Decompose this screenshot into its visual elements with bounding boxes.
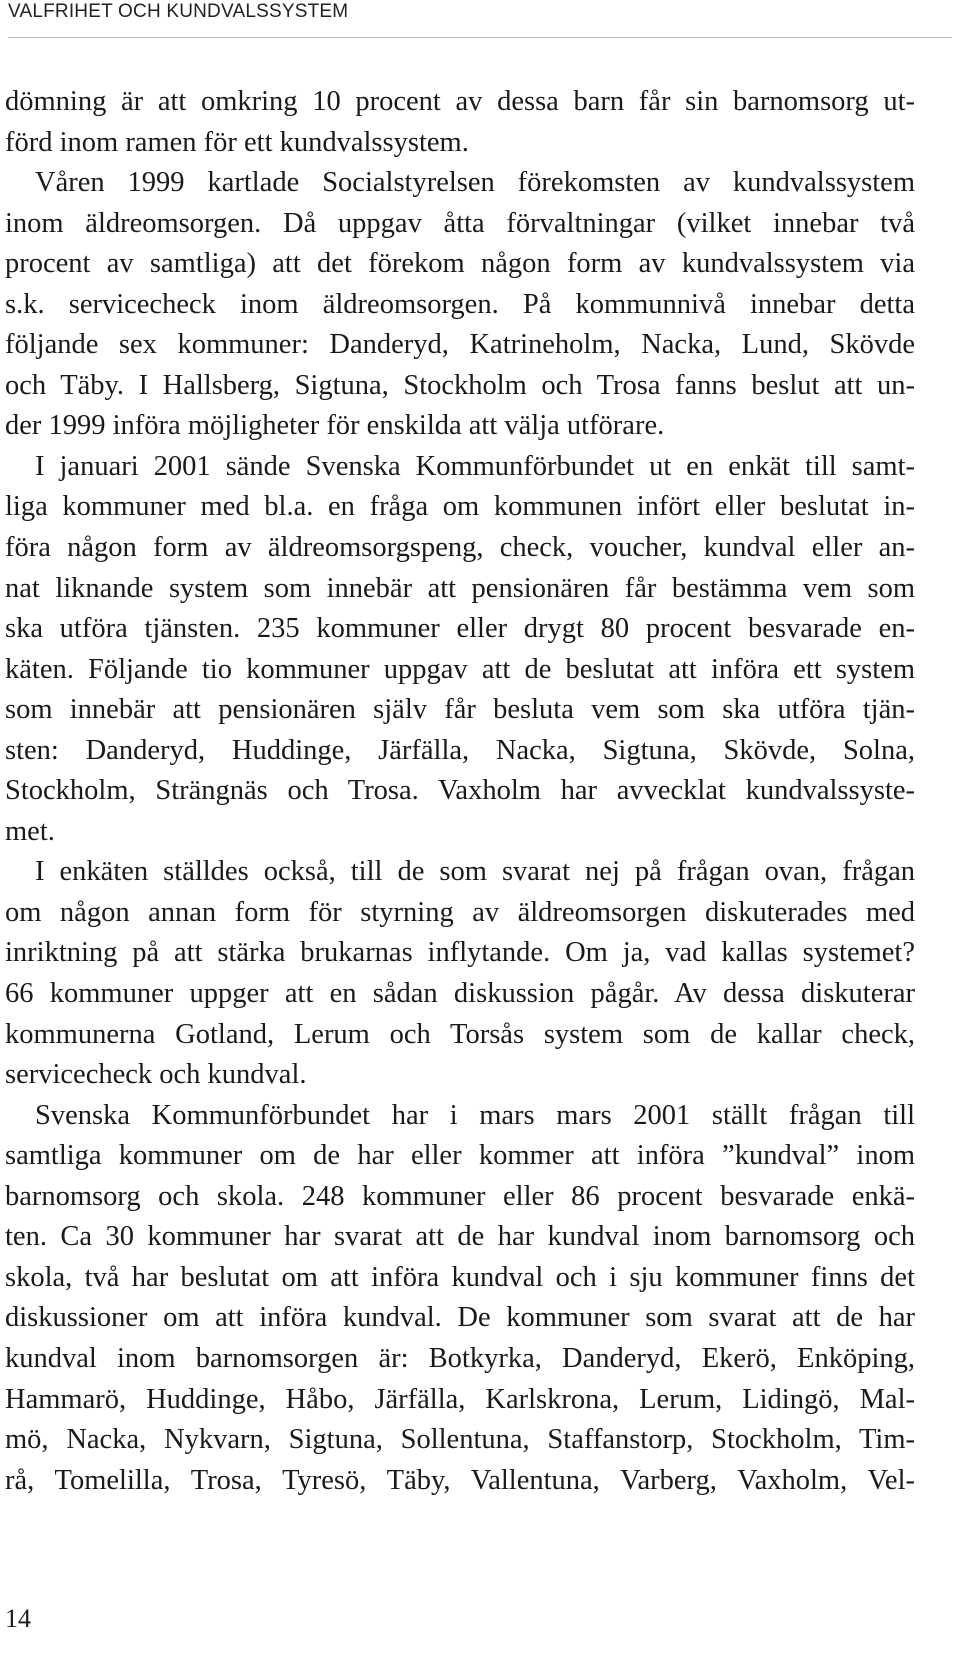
page-number: 14 bbox=[5, 1604, 31, 1633]
paragraph-first-line: Svenska Kommunförbundet har i mars mars 2001 ställt frågan till bbox=[35, 1099, 915, 1131]
text-line: liga kommuner med bl.a. en fråga om kommunen infört eller beslutat in- bbox=[5, 491, 915, 523]
text-line: ska utföra tjänsten. 235 kommuner eller drygt 80 procent besvarade en- bbox=[5, 613, 915, 645]
text-line: skola, två har beslutat om att införa kundval och i sju kommuner finns det bbox=[5, 1261, 915, 1293]
text-line: ten. Ca 30 kommuner har svarat att de har kundval inom barnomsorg och bbox=[5, 1221, 915, 1253]
text-line: dömning är att omkring 10 procent av dessa barn får sin barnomsorg ut- bbox=[5, 86, 915, 117]
text-line: met. bbox=[5, 815, 55, 847]
text-line: följande sex kommuner: Danderyd, Katrineholm, Nacka, Lund, Skövde bbox=[5, 329, 915, 361]
text-line: käten. Följande tio kommuner uppgav att de beslutat att införa ett system bbox=[5, 653, 915, 685]
text-line: nat liknande system som innebär att pensionären får bestämma vem som bbox=[5, 572, 915, 604]
text-line: 66 kommuner uppger att en sådan diskussion pågår. Av dessa diskuterar bbox=[5, 978, 915, 1010]
text-line: kommunerna Gotland, Lerum och Torsås system som de kallar check, bbox=[5, 1018, 915, 1050]
text-line: och Täby. I Hallsberg, Sigtuna, Stockholm och Trosa fanns beslut att un- bbox=[5, 369, 915, 401]
text-line: samtliga kommuner om de har eller kommer att införa ”kundval” inom bbox=[5, 1140, 915, 1172]
text-line: rå, Tomelilla, Trosa, Tyresö, Täby, Vallentuna, Varberg, Vaxholm, Vel- bbox=[5, 1464, 915, 1496]
text-line: mö, Nacka, Nykvarn, Sigtuna, Sollentuna, Staffanstorp, Stockholm, Tim- bbox=[5, 1424, 915, 1456]
text-line: om någon annan form för styrning av äldreomsorgen diskuterades med bbox=[5, 896, 915, 928]
text-line: förd inom ramen för ett kundvalssystem. bbox=[5, 126, 469, 158]
paragraph-first-line: I enkäten ställdes också, till de som svarat nej på frågan ovan, frågan bbox=[35, 856, 915, 888]
running-header: VALFRIHET OCH KUNDVALSSYSTEM bbox=[8, 1, 349, 22]
header-divider bbox=[8, 37, 952, 38]
text-line: inom äldreomsorgen. Då uppgav åtta förvaltningar (vilket innebar två bbox=[5, 207, 915, 239]
text-line: servicecheck och kundval. bbox=[5, 1059, 307, 1091]
text-line: Hammarö, Huddinge, Håbo, Järfälla, Karlskrona, Lerum, Lidingö, Mal- bbox=[5, 1383, 915, 1415]
body-text bbox=[5, 82, 915, 1501]
text-line: kundval inom barnomsorgen är: Botkyrka, Danderyd, Ekerö, Enköping, bbox=[5, 1342, 915, 1374]
paragraph-first-line: Våren 1999 kartlade Socialstyrelsen förekomsten av kundvalssystem bbox=[35, 167, 915, 199]
text-line: föra någon form av äldreomsorgspeng, check, voucher, kundval eller an- bbox=[5, 532, 915, 564]
paragraph-first-line: I januari 2001 sände Svenska Kommunförbundet ut en enkät till samt- bbox=[35, 450, 915, 482]
text-line: diskussioner om att införa kundval. De kommuner som svarat att de har bbox=[5, 1302, 915, 1334]
text-line: s.k. servicecheck inom äldreomsorgen. På kommunnivå innebar detta bbox=[5, 288, 915, 320]
text-line: der 1999 införa möjligheter för enskilda att välja utförare. bbox=[5, 410, 665, 442]
text-line: sten: Danderyd, Huddinge, Järfälla, Nacka, Sigtuna, Skövde, Solna, bbox=[5, 734, 915, 766]
text-line: som innebär att pensionären själv får besluta vem som ska utföra tjän- bbox=[5, 694, 915, 726]
text-line: barnomsorg och skola. 248 kommuner eller 86 procent besvarade enkä- bbox=[5, 1180, 915, 1212]
text-line: procent av samtliga) att det förekom någon form av kundvalssystem via bbox=[5, 248, 915, 280]
text-line: inriktning på att stärka brukarnas inflytande. Om ja, vad kallas systemet? bbox=[5, 937, 915, 969]
text-line: Stockholm, Strängnäs och Trosa. Vaxholm har avvecklat kundvalssyste- bbox=[5, 775, 915, 807]
